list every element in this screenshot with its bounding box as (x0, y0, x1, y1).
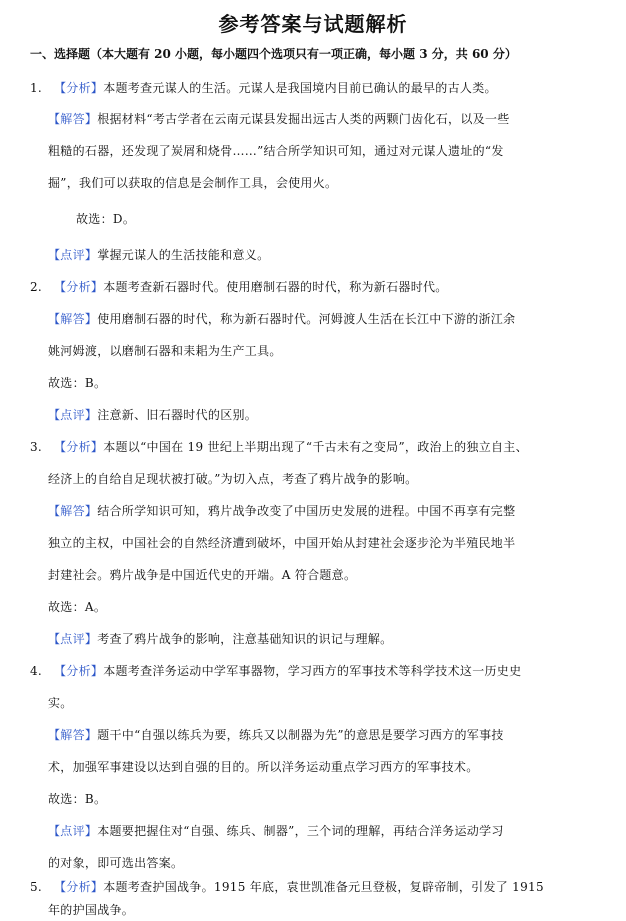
answer-tag: 【解答】 (48, 312, 98, 326)
analysis-tag: 【分析】 (54, 81, 104, 95)
question-3-choice: 故选：A。 (48, 600, 107, 614)
question-5-analysis (30, 879, 544, 895)
comment-tag: 【点评】 (48, 824, 98, 838)
question-1-answer-line: 粗糙的石器，还发现了炭屑和烧骨……”结合所学知识可知，通过对元谋人遗址的“发 (48, 144, 504, 158)
question-3-comment (48, 631, 392, 647)
answer-text: 使用磨制石器的时代，称为新石器时代。河姆渡人生活在长江中下游的浙江余 (97, 312, 516, 326)
answer-text: 根据材料“考古学者在云南元谋县发掘出远古人类的两颗门齿化石，以及一些 (97, 112, 510, 126)
question-4-analysis (30, 663, 521, 679)
question-2-comment (48, 407, 257, 423)
question-1-answer-line: 掘”，我们可以获取的信息是会制作工具，会使用火。 (48, 176, 338, 190)
question-4-comment (48, 823, 504, 839)
analysis-text: 本题考查洋务运动中学军事器物，学习西方的军事技术等科学技术这一历史史 (103, 664, 522, 678)
question-2-choice: 故选：B。 (48, 376, 107, 390)
question-1-comment (48, 247, 269, 263)
question-3-answer-line: 封建社会。鸦片战争是中国近代史的开端。A 符合题意。 (48, 568, 357, 582)
question-4-comment-line: 的对象，即可选出答案。 (48, 856, 184, 870)
question-number: 3. (30, 440, 43, 454)
comment-text: 注意新、旧石器时代的区别。 (97, 408, 258, 422)
answer-text: 结合所学知识可知，鸦片战争改变了中国历史发展的进程。中国不再享有完整 (97, 504, 516, 518)
answer-tag: 【解答】 (48, 504, 98, 518)
question-3-answer-line: 独立的主权，中国社会的自然经济遭到破坏，中国开始从封建社会逐步沦为半殖民地半 (48, 536, 516, 550)
question-5-analysis-line: 年的护国战争。 (48, 903, 135, 917)
analysis-text: 本题考查新石器时代。使用磨制石器的时代，称为新石器时代。 (103, 280, 448, 294)
analysis-tag: 【分析】 (54, 664, 104, 678)
question-1-analysis (30, 80, 497, 96)
question-3-answer-line (48, 503, 515, 519)
analysis-text: 本题考查元谋人的生活。元谋人是我国境内目前已确认的最早的古人类。 (103, 81, 497, 95)
question-number: 5. (30, 880, 43, 894)
question-number: 1. (30, 81, 43, 95)
analysis-text: 本题考查护国战争。1915 年底，袁世凯准备元旦登极，复辟帝制，引发了 1915 (103, 880, 544, 894)
question-4-choice: 故选：B。 (48, 792, 107, 806)
answer-tag: 【解答】 (48, 728, 98, 742)
comment-tag: 【点评】 (48, 408, 98, 422)
answer-tag: 【解答】 (48, 112, 98, 126)
question-4-answer-line (48, 727, 504, 743)
question-3-analysis-line: 经济上的自给自足现状被打破。”为切入点，考查了鸦片战争的影响。 (48, 472, 418, 486)
question-2-analysis (30, 279, 448, 295)
question-2-answer-line (48, 311, 515, 327)
answer-text: 题干中“自强以练兵为要，练兵又以制器为先”的意思是要学习西方的军事技 (97, 728, 504, 742)
analysis-text: 本题以“中国在 19 世纪上半期出现了“千古未有之变局”，政治上的独立自主、 (103, 440, 528, 454)
question-number: 2. (30, 280, 43, 294)
comment-text: 考查了鸦片战争的影响，注意基础知识的识记与理解。 (97, 632, 393, 646)
comment-text: 本题要把握住对“自强、练兵、制器”，三个词的理解，再结合洋务运动学习 (97, 824, 504, 838)
section-heading: 一、选择题（本大题有 20 小题，每小题四个选项只有一项正确，每小题 3 分，共 60 分） (30, 47, 517, 61)
comment-tag: 【点评】 (48, 632, 98, 646)
question-2-answer-line: 姚河姆渡，以磨制石器和耒耜为生产工具。 (48, 344, 282, 358)
question-1-answer-line (48, 111, 510, 127)
comment-tag: 【点评】 (48, 248, 98, 262)
question-4-answer-line: 术，加强军事建设以达到自强的目的。所以洋务运动重点学习西方的军事技术。 (48, 760, 479, 774)
analysis-tag: 【分析】 (54, 280, 104, 294)
question-number: 4. (30, 664, 43, 678)
question-4-analysis-line: 实。 (48, 696, 73, 710)
question-1-choice: 故选：D。 (76, 212, 136, 226)
analysis-tag: 【分析】 (54, 880, 104, 894)
comment-text: 掌握元谋人的生活技能和意义。 (97, 248, 270, 262)
question-3-analysis (30, 439, 528, 455)
analysis-tag: 【分析】 (54, 440, 104, 454)
page-title: 参考答案与试题解析 (218, 12, 408, 36)
